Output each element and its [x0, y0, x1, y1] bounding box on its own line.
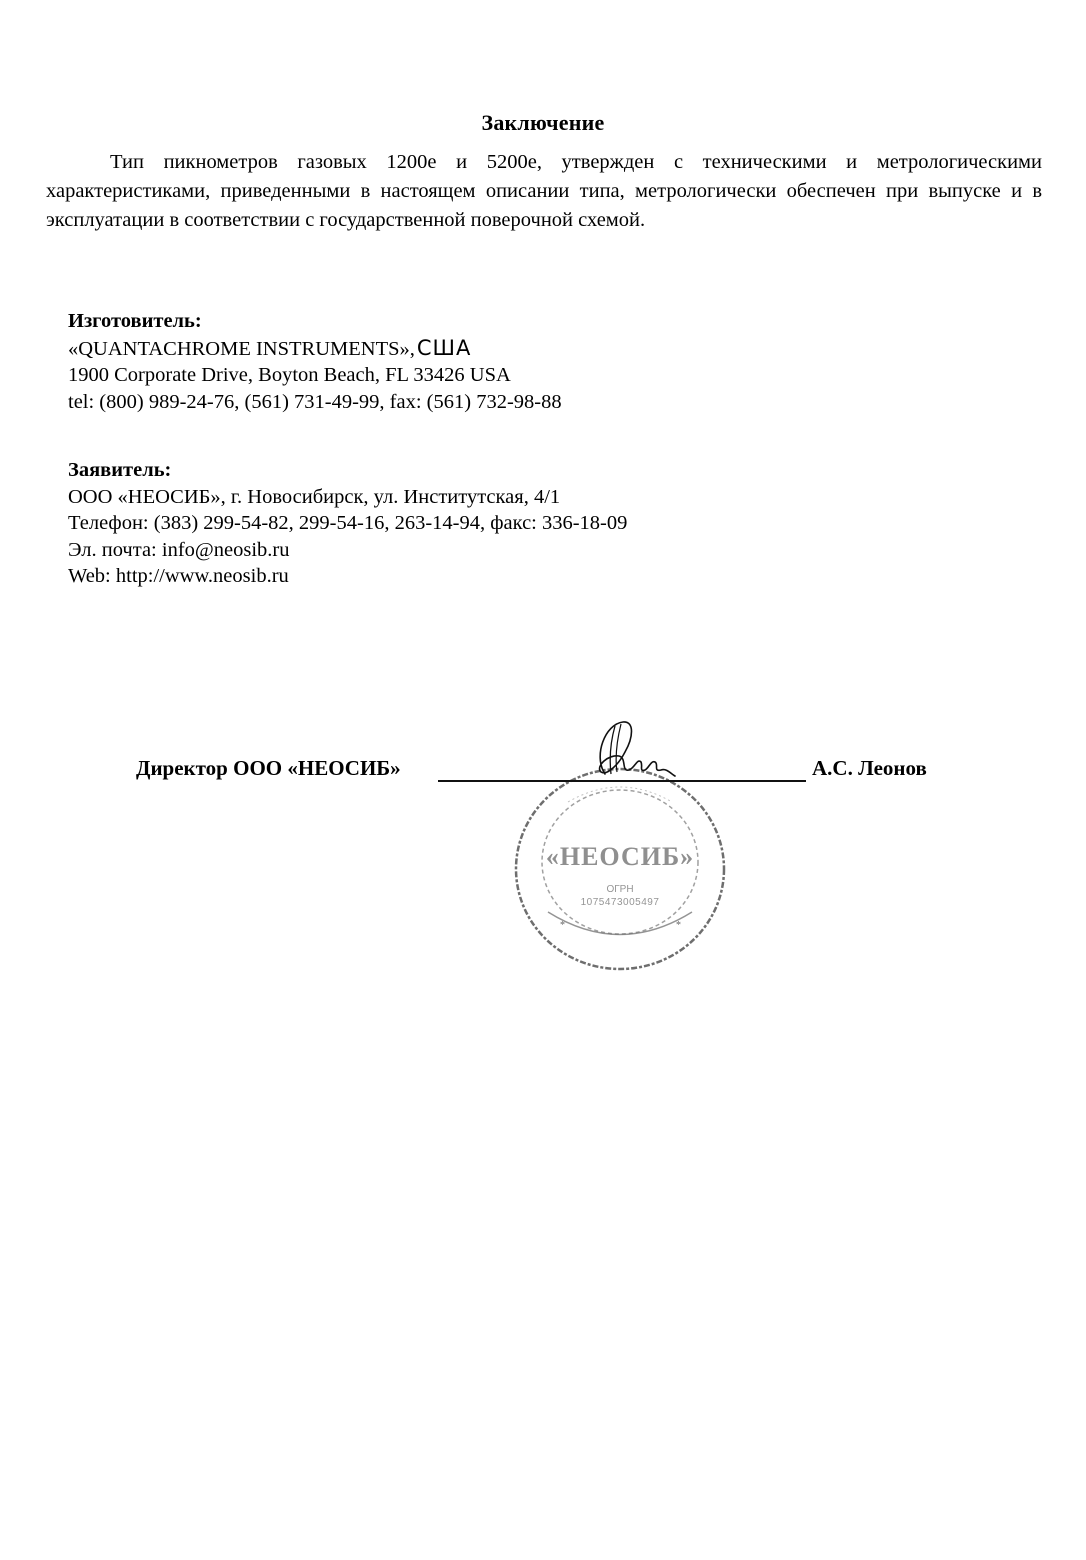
applicant-section	[68, 457, 627, 590]
signatory-position: Директор ООО «НЕОСИБ»	[136, 756, 401, 780]
company-stamp	[508, 762, 732, 976]
manufacturer-address: 1900 Corporate Drive, Boyton Beach, FL 33426 USA	[68, 364, 511, 386]
manufacturer-heading: Изготовитель:	[68, 310, 202, 332]
manufacturer-name: «QUANTACHROME INSTRUMENTS»,	[68, 337, 415, 360]
page-title: Заключение	[481, 110, 605, 135]
manufacturer-country-handwritten: США	[416, 335, 472, 360]
stamp-ogrn-number: 1075473005497	[580, 897, 660, 908]
signatory-name: А.С. Леонов	[812, 756, 927, 780]
manufacturer-contacts: tel: (800) 989-24-76, (561) 731-49-99, fax: (561) 732-98-88	[68, 390, 562, 413]
applicant-heading: Заявитель:	[68, 459, 172, 481]
svg-text:*: *	[560, 920, 565, 931]
manufacturer-name-line	[68, 335, 562, 363]
applicant-email: Эл. почта: info@neosib.ru	[68, 538, 290, 561]
applicant-web: Web: http://www.neosib.ru	[68, 565, 289, 587]
stamp-ogrn-label: ОГРН	[606, 884, 634, 895]
svg-text:*: *	[676, 920, 681, 931]
conclusion-paragraph: Тип пикнометров газовых 1200e и 5200e, утвержден с техническими и метрологическими характеристиками, приведенными в настоящем описании типа, метрологически обеспечен при выпуске и в эксплуатации в соответствии с государственной поверочной схемой.	[46, 151, 1042, 231]
applicant-name-address: ООО «НЕОСИБ», г. Новосибирск, ул. Институтская, 4/1	[68, 485, 561, 508]
applicant-phones: Телефон: (383) 299-54-82, 299-54-16, 263-14-94, факс: 336-18-09	[68, 512, 628, 534]
handwritten-signature-icon	[575, 716, 685, 786]
stamp-main-text: «НЕОСИБ»	[545, 842, 695, 871]
signature-block	[136, 756, 956, 786]
manufacturer-section	[68, 308, 562, 415]
